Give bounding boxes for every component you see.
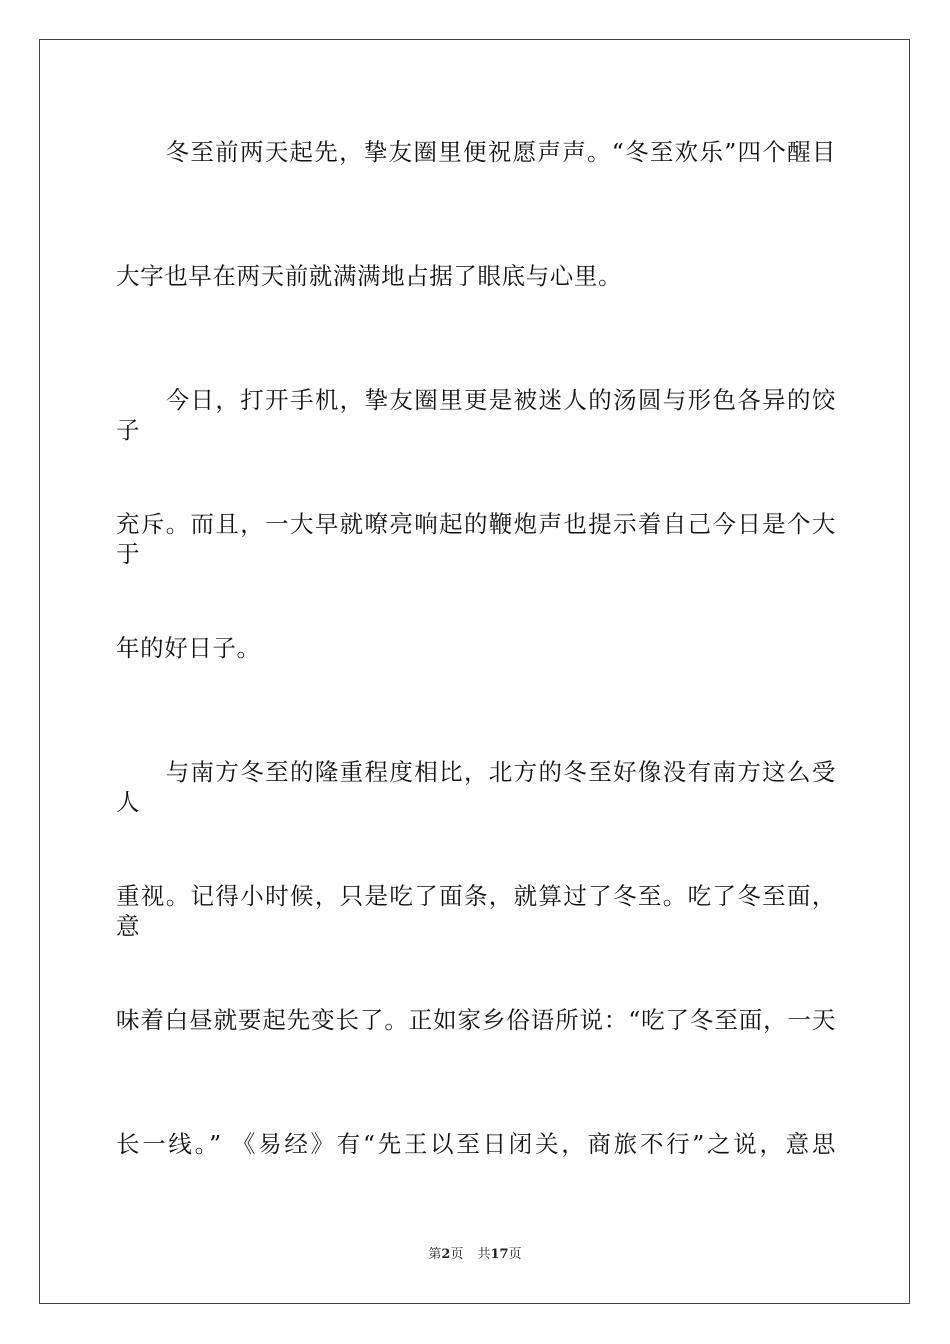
paragraph-1-line-2: 大字也早在两天前就满满地占据了眼底与心里。 xyxy=(116,262,623,290)
total-pages: 17 xyxy=(490,1247,509,1262)
page-border xyxy=(39,39,910,1304)
page-suffix: 页 xyxy=(450,1247,464,1262)
page-number: 2 xyxy=(441,1247,451,1262)
paragraph-1-line-1: 冬至前两天起先，挚友圈里便祝愿声声。“冬至欢乐”四个醒目 xyxy=(116,138,836,166)
paragraph-2-line-3: 年的好日子。 xyxy=(116,634,261,662)
total-suffix: 页 xyxy=(508,1247,522,1262)
paragraph-2-line-2: 充斥。而且，一大早就嘹亮响起的鞭炮声也提示着自己今日是个大于 xyxy=(116,510,836,568)
total-prefix: 共 xyxy=(477,1247,491,1262)
paragraph-3-line-2: 重视。记得小时候，只是吃了面条，就算过了冬至。吃了冬至面，意 xyxy=(116,882,836,940)
paragraph-2-line-1: 今日，打开手机，挚友圈里更是被迷人的汤圆与形色各异的饺子 xyxy=(116,386,836,444)
paragraph-3-line-4: 长一线。” 《易经》有“先王以至日闭关，商旅不行”之说，意思 xyxy=(116,1130,836,1158)
page-footer xyxy=(0,1246,950,1264)
page-prefix: 第 xyxy=(428,1247,442,1262)
paragraph-3-line-1: 与南方冬至的隆重程度相比，北方的冬至好像没有南方这么受人 xyxy=(116,758,836,816)
paragraph-3-line-3: 味着白昼就要起先变长了。正如家乡俗语所说：“吃了冬至面，一天 xyxy=(116,1006,836,1034)
